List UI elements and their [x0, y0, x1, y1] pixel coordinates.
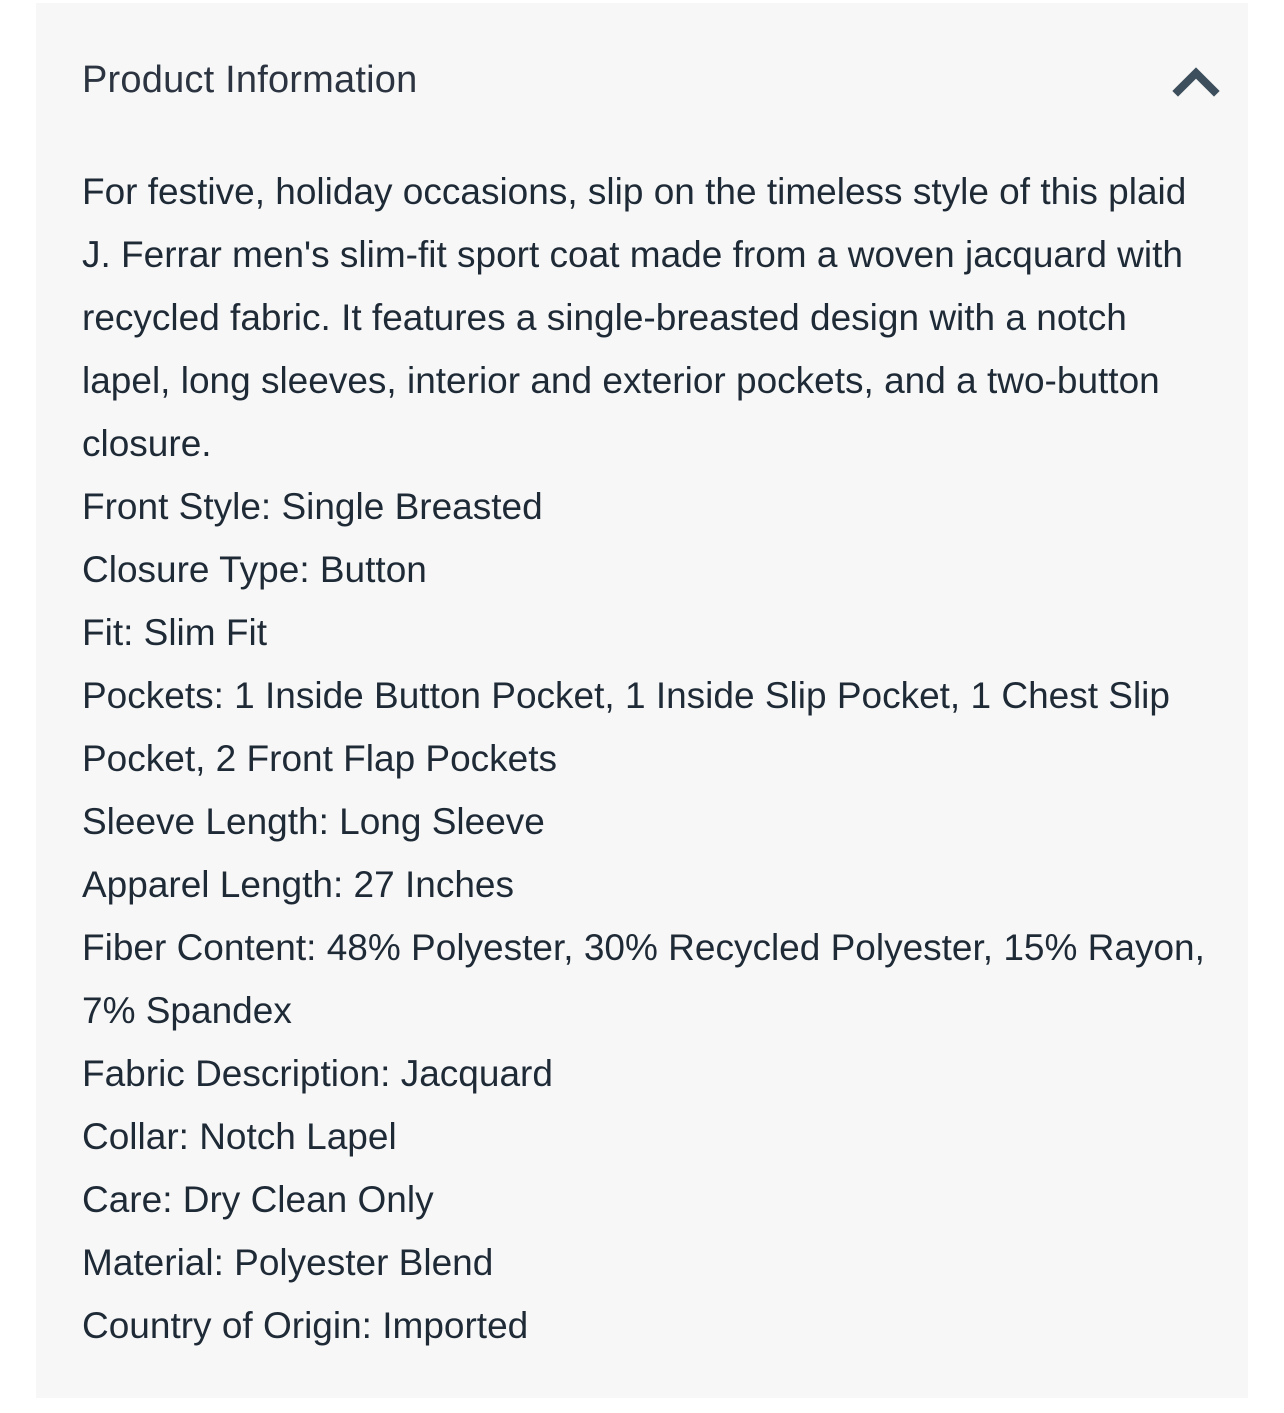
- spec-country-of-origin: Country of Origin: Imported: [82, 1305, 529, 1346]
- spec-fabric-description: Fabric Description: Jacquard: [82, 1053, 553, 1094]
- spec-list: [82, 475, 1212, 1357]
- product-description: For festive, holiday occasions, slip on the timeless style of this plaid J. Ferrar men's slim-fit sport coat made from a woven jacquard with recycled fabric. It features a single-breasted design with a notch lapel, long sleeves, interior and exterior pockets, and a two-button closure.: [82, 171, 1187, 464]
- spec-collar: Collar: Notch Lapel: [82, 1116, 397, 1157]
- section-title: Product Information: [82, 59, 418, 101]
- product-information-header[interactable]: [36, 3, 1248, 143]
- spec-material: Material: Polyester Blend: [82, 1242, 494, 1283]
- product-information-content: [82, 160, 1212, 1357]
- spec-closure-type: Closure Type: Button: [82, 549, 427, 590]
- spec-sleeve-length: Sleeve Length: Long Sleeve: [82, 801, 545, 842]
- spec-front-style: Front Style: Single Breasted: [82, 486, 543, 527]
- spec-care: Care: Dry Clean Only: [82, 1179, 434, 1220]
- chevron-up-icon[interactable]: [1172, 63, 1220, 99]
- spec-pockets: Pockets: 1 Inside Button Pocket, 1 Inside Slip Pocket, 1 Chest Slip Pocket, 2 Front Flap Pockets: [82, 675, 1170, 779]
- spec-fit: Fit: Slim Fit: [82, 612, 267, 653]
- product-information-panel: [36, 3, 1248, 1398]
- spec-apparel-length: Apparel Length: 27 Inches: [82, 864, 514, 905]
- spec-fiber-content: Fiber Content: 48% Polyester, 30% Recycled Polyester, 15% Rayon, 7% Spandex: [82, 927, 1205, 1031]
